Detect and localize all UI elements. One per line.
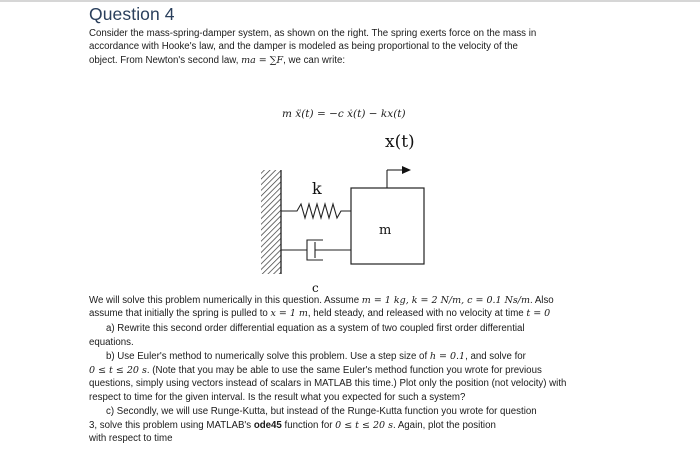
position-arrow-icon	[402, 166, 411, 174]
part-b-paragraph: 0 ≤ t ≤ 20 s. (Note that you may be able to use the same Euler's method function you wrote for previous questions, simply using vectors instead of scalars in MATLAB this time.) Plot only the position (not velocity) with respect to time for the given interval. Is the result what you expected for such a system?	[89, 365, 567, 403]
differential-equation: m ẍ(t) = −c ẋ(t) − kx(t)	[282, 108, 406, 120]
parameters-math: m = 1 kg, k = 2 N/m, c = 0.1 Ns/m	[361, 295, 530, 306]
interval-math: 0 ≤ t ≤ 20 s	[89, 365, 147, 376]
question-title: Question 4	[89, 4, 175, 24]
intro-paragraph	[89, 27, 609, 67]
part-c-paragraph: 3, solve this problem using MATLAB's ode45 function for 0 ≤ t ≤ 20 s. Again, plot the position with respect to time	[89, 420, 496, 445]
position-label: x(t)	[385, 132, 415, 152]
step-size-math: h = 0.1	[429, 351, 466, 362]
interval-math: 0 ≤ t ≤ 20 s	[335, 420, 393, 431]
damper-label: c	[312, 281, 319, 294]
intro-line: accordance with Hooke's law, and the damper is modeled as being proportional to the velocity of the	[89, 41, 518, 53]
page-top-edge	[0, 0, 700, 2]
spring-label: k	[312, 179, 322, 198]
mass-label: m	[379, 223, 392, 238]
wall-hatching	[261, 170, 281, 274]
intro-line: Consider the mass-spring-damper system, as shown on the right. The spring exerts force on the mass in	[89, 28, 537, 39]
part-a-line: a) Rewrite this second order differential equation as a system of two coupled first order differential	[106, 323, 525, 334]
mass-spring-damper-diagram	[255, 128, 455, 294]
spring	[281, 204, 351, 218]
part-c-line: c) Secondly, we will use Runge-Kutta, but instead of the Runge-Kutta function you wrote for question	[106, 406, 537, 417]
initial-position-math: x = 1 m	[270, 308, 308, 320]
newton-law-math: ma = ∑F	[241, 54, 284, 66]
part-a-line: equations.	[89, 337, 134, 348]
assumptions-paragraph: We will solve this problem numerically in this question. Assume m = 1 kg, k = 2 N/m, c = 0.1 Ns/m. Also assume that initially the spring is pulled to x = 1 m, held steady, and released with no velocity at time t = 0	[89, 295, 554, 320]
ode45-keyword: ode45	[253, 420, 282, 431]
initial-time-math: t = 0	[526, 308, 551, 320]
part-b-line: b) Use Euler's method to numerically solve this problem. Use a step size of h = 0.1, and solve for	[106, 351, 526, 362]
damper	[281, 240, 351, 260]
intro-line: object. From Newton's second law, ma = ∑F, we can write:	[89, 54, 346, 66]
